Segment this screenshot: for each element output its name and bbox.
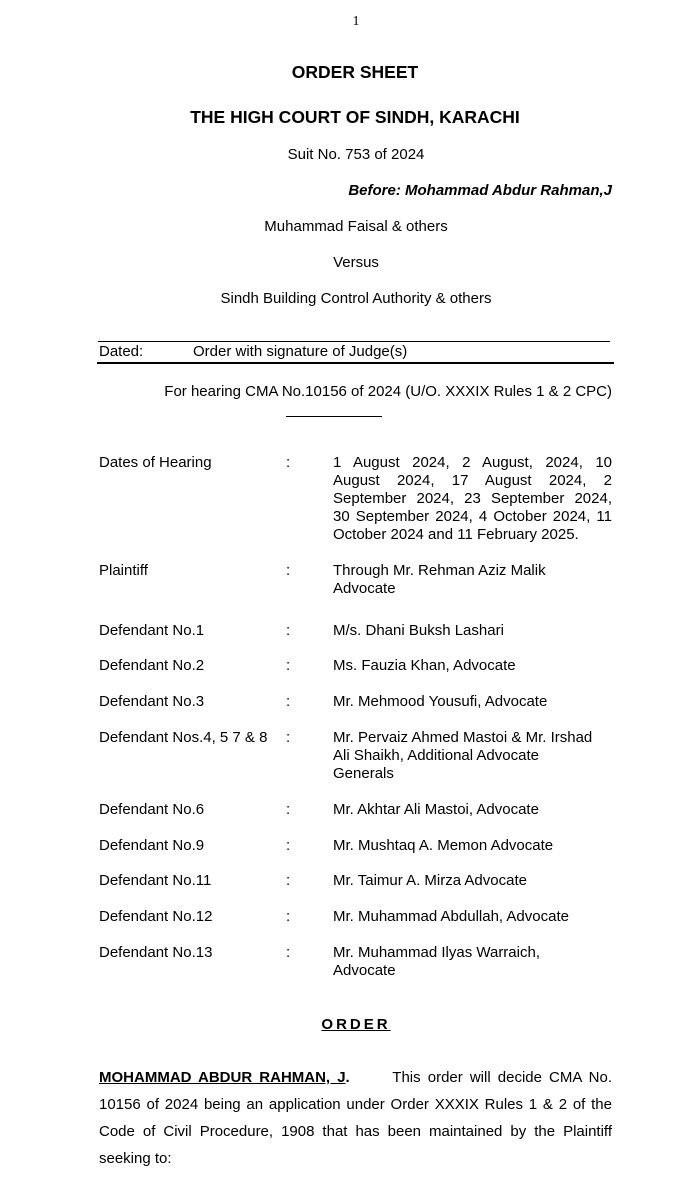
appearance-label: Defendant No.1 [99,622,205,639]
judge-name-period: . [345,1069,350,1086]
appearance-label: Defendant No.9 [99,837,205,854]
appearance-label: Defendant No.13 [99,944,213,961]
appearance-label: Defendant No.2 [99,657,205,674]
value-line: Generals [333,765,394,782]
bench-judge: Before: Mohammad Abdur Rahman,J [348,182,612,199]
appearance-colon: : [286,944,291,961]
appearance-label: Defendant No.3 [99,693,205,710]
value-line: Mr. Muhammad Abdullah, Advocate [333,908,569,925]
value-line: Mr. Taimur A. Mirza Advocate [333,872,527,889]
appearance-value [333,801,612,819]
value-line: 1 August 2024, 2 August, 2024, 10 [333,454,612,471]
appearance-colon: : [286,801,291,818]
value-line: Mr. Pervaiz Ahmed Mastoi & Mr. Irshad [333,729,593,746]
value-line: September 2024, 23 September 2024, [333,490,612,507]
appearance-colon: : [286,622,291,639]
appearance-value [333,622,612,640]
court-name: THE HIGH COURT OF SINDH, KARACHI [190,107,520,127]
appearance-value [333,729,612,783]
dated-label: Dated: [99,343,144,360]
value-line: Through Mr. Rehman Aziz Malik [333,562,546,579]
order-heading: ORDER [321,1016,391,1033]
appearance-value [333,562,612,598]
suit-number: Suit No. 753 of 2024 [287,146,425,163]
hearing-for-line: For hearing CMA No.10156 of 2024 (U/O. XXXIX Rules 1 & 2 CPC) [164,383,612,400]
value-line: Mr. Mehmood Yousufi, Advocate [333,693,548,710]
defendant-party: Sindh Building Control Authority & others [220,290,492,307]
short-separator-rule [286,416,382,417]
appearance-label: Defendant No.12 [99,908,213,925]
value-line: M/s. Dhani Buksh Lashari [333,622,504,639]
appearance-label: Plaintiff [99,562,148,579]
appearance-value [333,657,612,675]
appearance-label: Defendant No.11 [99,872,212,889]
appearance-label: Defendant Nos.4, 5 7 & 8 [99,729,268,746]
order-body-paragraph [99,1064,612,1172]
appearance-value [333,454,612,544]
plaintiff-party: Muhammad Faisal & others [264,218,448,235]
order-body-text: This order will decide CMA No. 10156 of 2024 being an application under Order XXXIX Rules 1 & 2 of the Code of Civil Procedure, 1908 that has been maintained by the Plaintiff seeking to: [99,1069,612,1167]
appearance-colon: : [286,693,291,710]
value-line: Advocate [333,962,396,979]
appearance-colon: : [286,657,291,674]
value-line: August 2024, 17 August 2024, 2 [333,472,612,489]
appearance-value [333,872,612,890]
appearance-colon: : [286,729,291,746]
value-line: Mr. Muhammad Ilyas Warraich, [333,944,540,961]
order-signature-label: Order with signature of Judge(s) [193,343,408,360]
value-line: Ali Shaikh, Additional Advocate [333,747,539,764]
appearance-value [333,693,612,711]
value-line: Mr. Mushtaq A. Memon Advocate [333,837,554,854]
page-number: 1 [352,14,360,29]
table-bottom-rule [97,362,614,364]
appearance-colon: : [286,872,291,889]
value-line: 30 September 2024, 4 October 2024, 11 [333,508,612,525]
appearance-value [333,837,612,855]
appearance-label: Defendant No.6 [99,801,205,818]
document-title: ORDER SHEET [291,62,419,82]
versus-label: Versus [333,254,379,271]
appearance-colon: : [286,562,291,579]
appearance-value [333,944,612,980]
table-top-rule [98,341,610,342]
appearance-colon: : [286,908,291,925]
appearance-value [333,908,612,926]
appearance-colon: : [286,454,291,471]
value-line: Mr. Akhtar Ali Mastoi, Advocate [333,801,539,818]
value-line: Advocate [333,580,396,597]
judge-name: MOHAMMAD ABDUR RAHMAN, J [99,1069,346,1086]
value-line: Ms. Fauzia Khan, Advocate [333,657,516,674]
appearance-colon: : [286,837,291,854]
value-line: October 2024 and 11 February 2025. [333,526,579,543]
appearance-label: Dates of Hearing [99,454,212,471]
